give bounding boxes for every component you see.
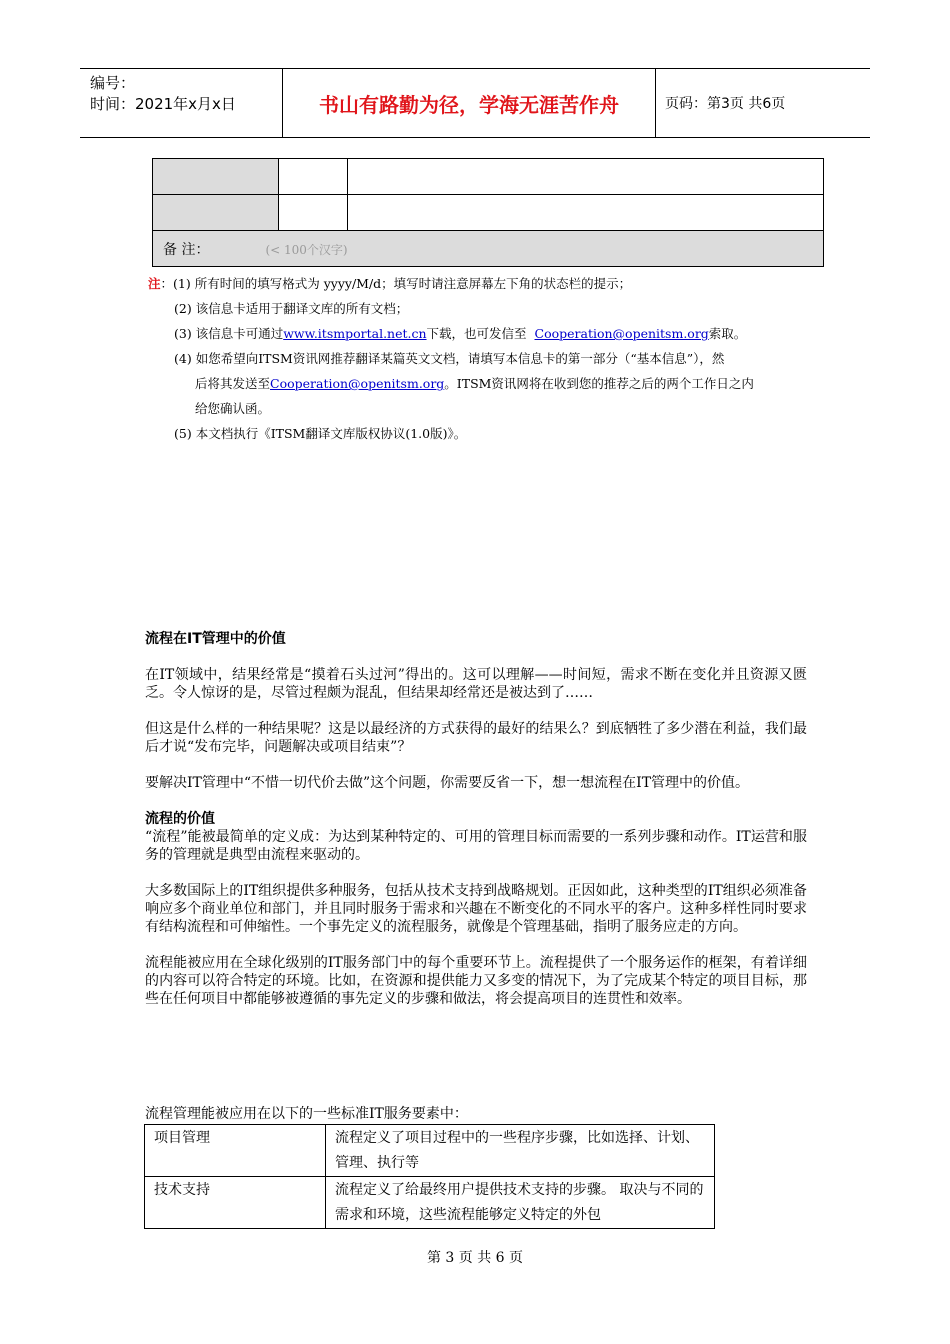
header-motto: 书山有路勤为径，学海无涯苦作舟 [319,92,619,117]
page-header [80,68,870,138]
info-card-table [152,158,824,267]
process-desc: 流程定义了给最终用户提供技术支持的步骤。 取决与不同的需求和环境，这些流程能够定义特定的外包 [326,1177,715,1229]
process-name: 技术支持 [145,1177,326,1229]
process-table [144,1124,715,1229]
note-item: (3) 该信息卡可通过www.itsmportal.net.cn下载，也可发信至 Cooperation@openitsm.org索取。 [174,326,747,341]
number-label: 编号： [90,74,136,92]
portal-link[interactable]: www.itsmportal.net.cn [283,326,427,341]
paragraph: “流程”能被最简单的定义成：为达到某种特定的、可用的管理目标而需要的一系列步骤和动作。IT运营和服务的管理就是典型由流程来驱动的。 [145,829,807,863]
header-meta [90,73,236,115]
paragraph: 在IT领域中，结果经常是“摸着石头过河”得出的。这可以理解——时间短，需求不断在变化并且资源又匮乏。令人惊讶的是，尽管过程颇为混乱，但结果却经常还是被达到了…… [145,667,807,701]
note-item: (5) 本文档执行《ITSM翻译文库版权协议(1.0版)》。 [174,426,467,441]
note-text: 所有时间的填写格式为 yyyy/M/d；填写时请注意屏幕左下角的状态栏的提示； [194,276,632,291]
info-cell[interactable] [348,195,824,231]
email-link[interactable]: Cooperation@openitsm.org [534,326,709,341]
info-cell [153,159,279,195]
info-cell[interactable] [348,159,824,195]
notes-section [148,271,818,446]
info-cell [153,195,279,231]
paragraph: 但这是什么样的一种结果呢？这是以最经济的方式获得的最好的结果么？到底牺牲了多少潜在利益，我们最后才说“发布完毕，问题解决或项目结束”？ [145,721,807,755]
note-item: (4) 如您希望向ITSM资讯网推荐翻译某篇英文文档，请填写本信息卡的第一部分（“基本信息”），然 后将其发送至Cooperation@openitsm.org。ITSM资讯网将在收到您的推荐之后的两个工作日之内 给您确认函。 [174,351,754,416]
paragraph: 要解决IT管理中“不惜一切代价去做”这个问题，你需要反省一下，想一想流程在IT管理中的价值。 [145,775,750,791]
header-page-number: 页码：第3页 共6页 [665,96,786,112]
process-name: 项目管理 [145,1125,326,1177]
section-subtitle: 流程的价值 [145,811,215,827]
page-footer: 第 3 页 共 6 页 [426,1250,524,1266]
time-label: 时间：2021年x月x日 [90,95,236,113]
header-divider [655,69,656,137]
note-text: 本文档执行《ITSM翻译文库版权协议(1.0版)》。 [195,426,467,441]
note-text: 该信息卡适用于翻译文库的所有文档； [195,301,409,316]
note-item: 注：(1) 所有时间的填写格式为 yyyy/M/d；填写时请注意屏幕左下角的状态栏的提示； [148,276,632,291]
info-cell[interactable] [279,159,348,195]
paragraph: 流程管理能被应用在以下的一些标准IT服务要素中： [145,1106,468,1122]
table-row [145,1177,715,1229]
notes-label: 注 [148,276,161,291]
note-item: (2) 该信息卡适用于翻译文库的所有文档； [174,301,409,316]
paragraph: 大多数国际上的IT组织提供多种服务，包括从技术支持到战略规划。正因如此，这种类型的IT组织必须准备响应多个商业单位和部门，并且同时服务于需求和兴趣在不断变化的不同水平的客户。这种多样性同时要求有结构流程和可伸缩性。一个事先定义的流程服务，就像是个管理基础，指明了服务应走的方向。 [145,883,807,935]
process-desc: 流程定义了项目过程中的一些程序步骤，比如选择、计划、管理、执行等 [326,1125,715,1177]
remark-hint: (< 100个汉字) [265,242,348,257]
article-title: 流程在IT管理中的价值 [145,631,286,647]
remark-label: 备 注： [163,241,210,258]
info-cell[interactable] [279,195,348,231]
paragraph: 流程能被应用在全球化级别的IT服务部门中的每个重要环节上。流程提供了一个服务运作的框架，有着详细的内容可以符合特定的环境。比如，在资源和提供能力又多变的情况下，为了完成某个特定的项目目标，那些在任何项目中都能够被遵循的事先定义的步骤和做法，将会提高项目的连贯性和效率。 [145,955,807,1007]
article-body [145,630,807,1026]
remark-row[interactable] [153,231,824,267]
email-link[interactable]: Cooperation@openitsm.org [270,376,445,391]
table-row [145,1125,715,1177]
